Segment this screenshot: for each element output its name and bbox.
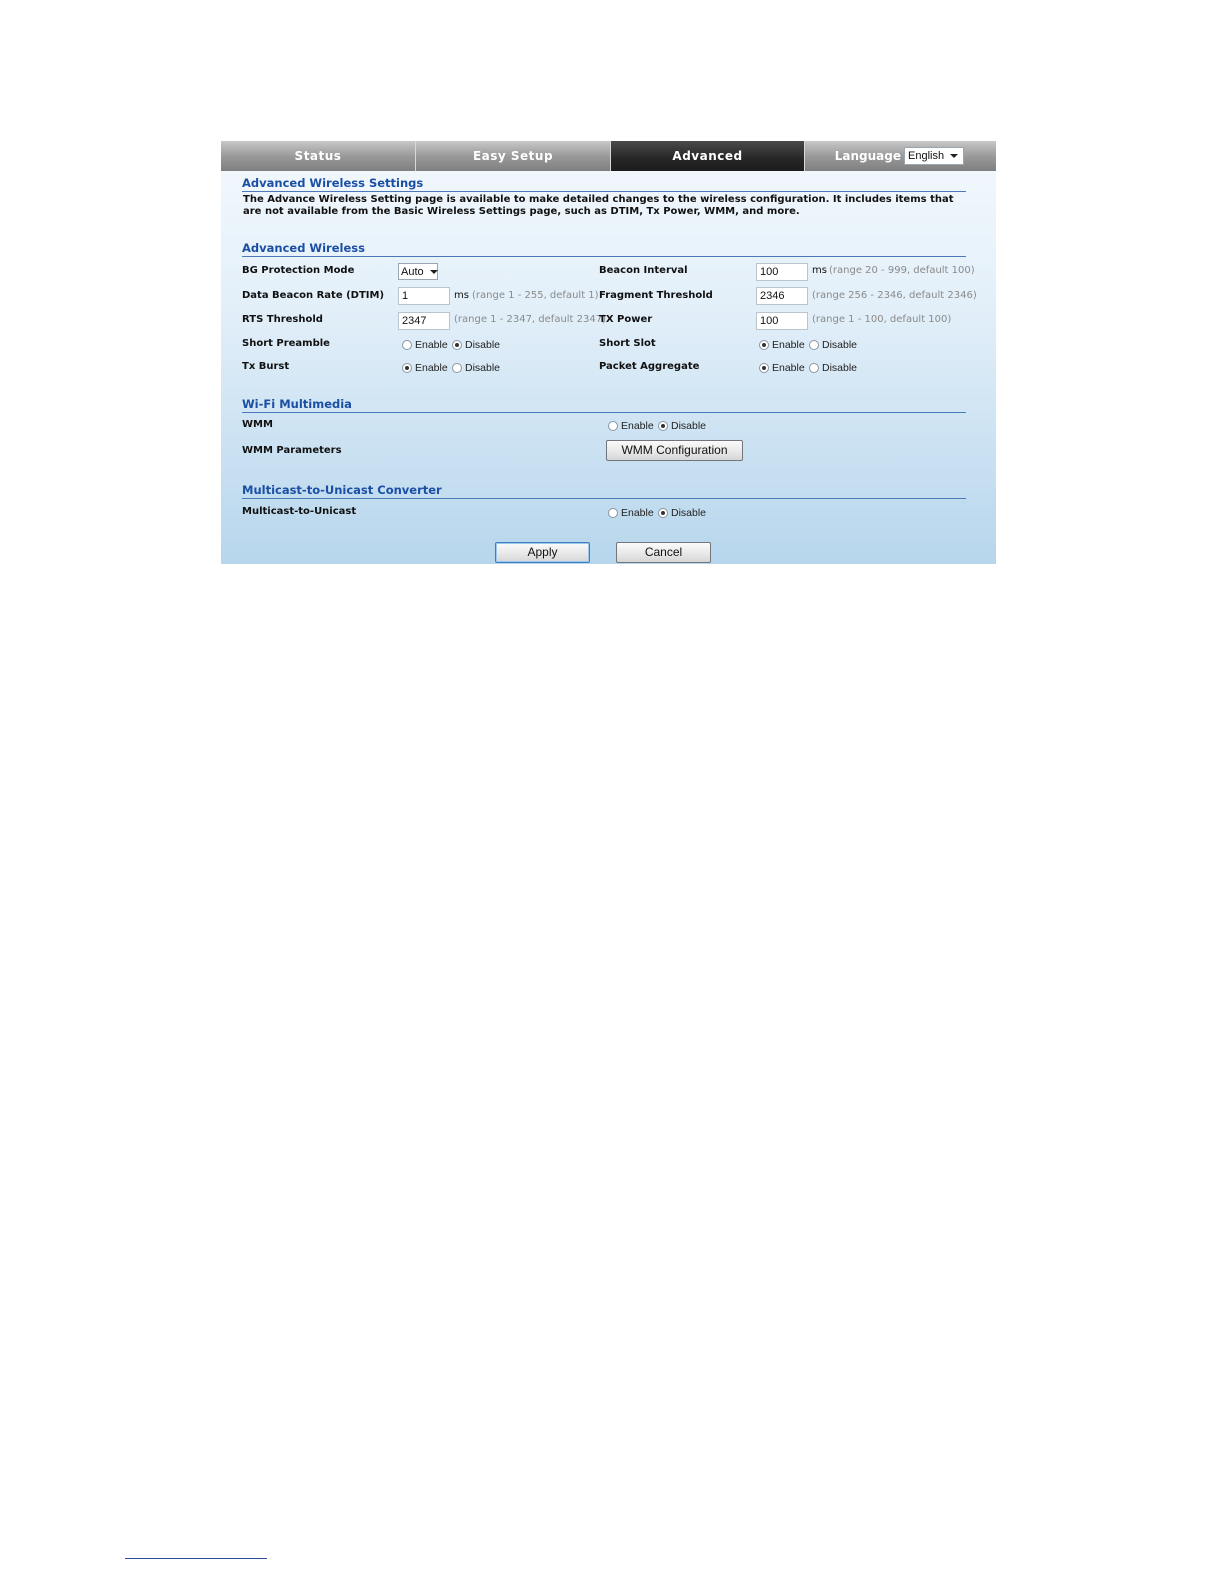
dtim-hint: (range 1 - 255, default 1) [472,290,599,301]
radio-label: Enable [772,339,805,351]
short-preamble-enable-radio[interactable] [402,339,448,351]
rts-hint: (range 1 - 2347, default 2347) [454,314,607,325]
radio-off-icon [608,421,618,431]
fragment-threshold-input[interactable] [756,287,808,305]
radio-off-icon [608,508,618,518]
rts-input[interactable] [398,312,450,330]
dtim-unit: ms [454,290,469,301]
tx-burst-disable-radio[interactable] [452,362,500,374]
radio-label: Disable [671,507,707,519]
m2u-enable-radio[interactable] [608,507,654,519]
section-title-multicast: Multicast-to-Unicast Converter [242,483,966,499]
radio-label: Disable [822,362,858,374]
radio-label: Disable [671,420,707,432]
short-preamble-disable-radio[interactable] [452,339,500,351]
radio-on-icon [402,363,412,373]
section-title-wifi-multimedia: Wi-Fi Multimedia [242,397,966,413]
beacon-interval-hint: (range 20 - 999, default 100) [829,265,975,276]
bg-protection-value: Auto [401,265,424,278]
short-slot-enable-radio[interactable] [759,339,805,351]
radio-label: Disable [822,339,858,351]
tab-easy-setup[interactable]: Easy Setup [416,141,611,171]
wmm-label: WMM [242,419,273,430]
tx-burst-enable-radio[interactable] [402,362,448,374]
packet-aggregate-disable-radio[interactable] [809,362,857,374]
wmm-configuration-button[interactable]: WMM Configuration [606,440,743,461]
radio-label: Enable [621,507,654,519]
radio-label: Enable [415,339,448,351]
radio-off-icon [809,340,819,350]
radio-off-icon [402,340,412,350]
page-title: Advanced Wireless Settings [242,176,966,192]
short-slot-disable-radio[interactable] [809,339,857,351]
short-slot-label: Short Slot [599,338,656,349]
packet-aggregate-label: Packet Aggregate [599,361,700,372]
cancel-button[interactable]: Cancel [616,542,711,563]
tab-status[interactable]: Status [221,141,416,171]
language-select[interactable] [904,147,964,165]
radio-label: Enable [415,362,448,374]
multicast-to-unicast-label: Multicast-to-Unicast [242,506,357,517]
short-preamble-label: Short Preamble [242,338,330,349]
packet-aggregate-enable-radio[interactable] [759,362,805,374]
rts-label: RTS Threshold [242,314,323,325]
radio-on-icon [759,340,769,350]
radio-off-icon [452,363,462,373]
top-navigation [221,141,996,171]
radio-label: Disable [465,339,501,351]
radio-off-icon [809,363,819,373]
radio-on-icon [658,508,668,518]
radio-label: Disable [465,362,501,374]
section-title-advanced-wireless: Advanced Wireless [242,241,966,257]
language-label: Language [834,149,901,163]
fragment-threshold-label: Fragment Threshold [599,290,713,301]
wmm-parameters-label: WMM Parameters [242,445,342,456]
beacon-interval-label: Beacon Interval [599,265,688,276]
language-area [805,141,996,171]
wmm-enable-radio[interactable] [608,420,654,432]
tx-power-label: TX Power [599,314,653,325]
radio-on-icon [658,421,668,431]
wmm-disable-radio[interactable] [658,420,706,432]
beacon-interval-unit: ms [812,265,827,276]
fragment-threshold-hint: (range 256 - 2346, default 2346) [812,290,977,301]
footnote-divider [125,1558,267,1559]
radio-label: Enable [772,362,805,374]
dtim-label: Data Beacon Rate (DTIM) [242,290,385,301]
tx-power-hint: (range 1 - 100, default 100) [812,314,952,325]
m2u-disable-radio[interactable] [658,507,706,519]
radio-on-icon [452,340,462,350]
radio-label: Enable [621,420,654,432]
settings-panel [221,141,996,564]
radio-on-icon [759,363,769,373]
dtim-input[interactable] [398,287,450,305]
chevron-down-icon [950,154,958,158]
chevron-down-icon [430,270,438,274]
bg-protection-select[interactable] [398,263,438,280]
apply-button[interactable]: Apply [495,542,590,563]
tx-power-input[interactable] [756,312,808,330]
tx-burst-label: Tx Burst [242,361,290,372]
page-description: The Advance Wireless Setting page is available to make detailed changes to the wireless configuration. It includes items that are not available from the Basic Wireless Settings page, such as DTIM, Tx Power, WMM, and more. [243,194,954,217]
beacon-interval-input[interactable] [756,263,808,281]
bg-protection-label: BG Protection Mode [242,265,355,276]
tab-advanced[interactable]: Advanced [611,141,805,171]
language-value: English [908,150,945,162]
